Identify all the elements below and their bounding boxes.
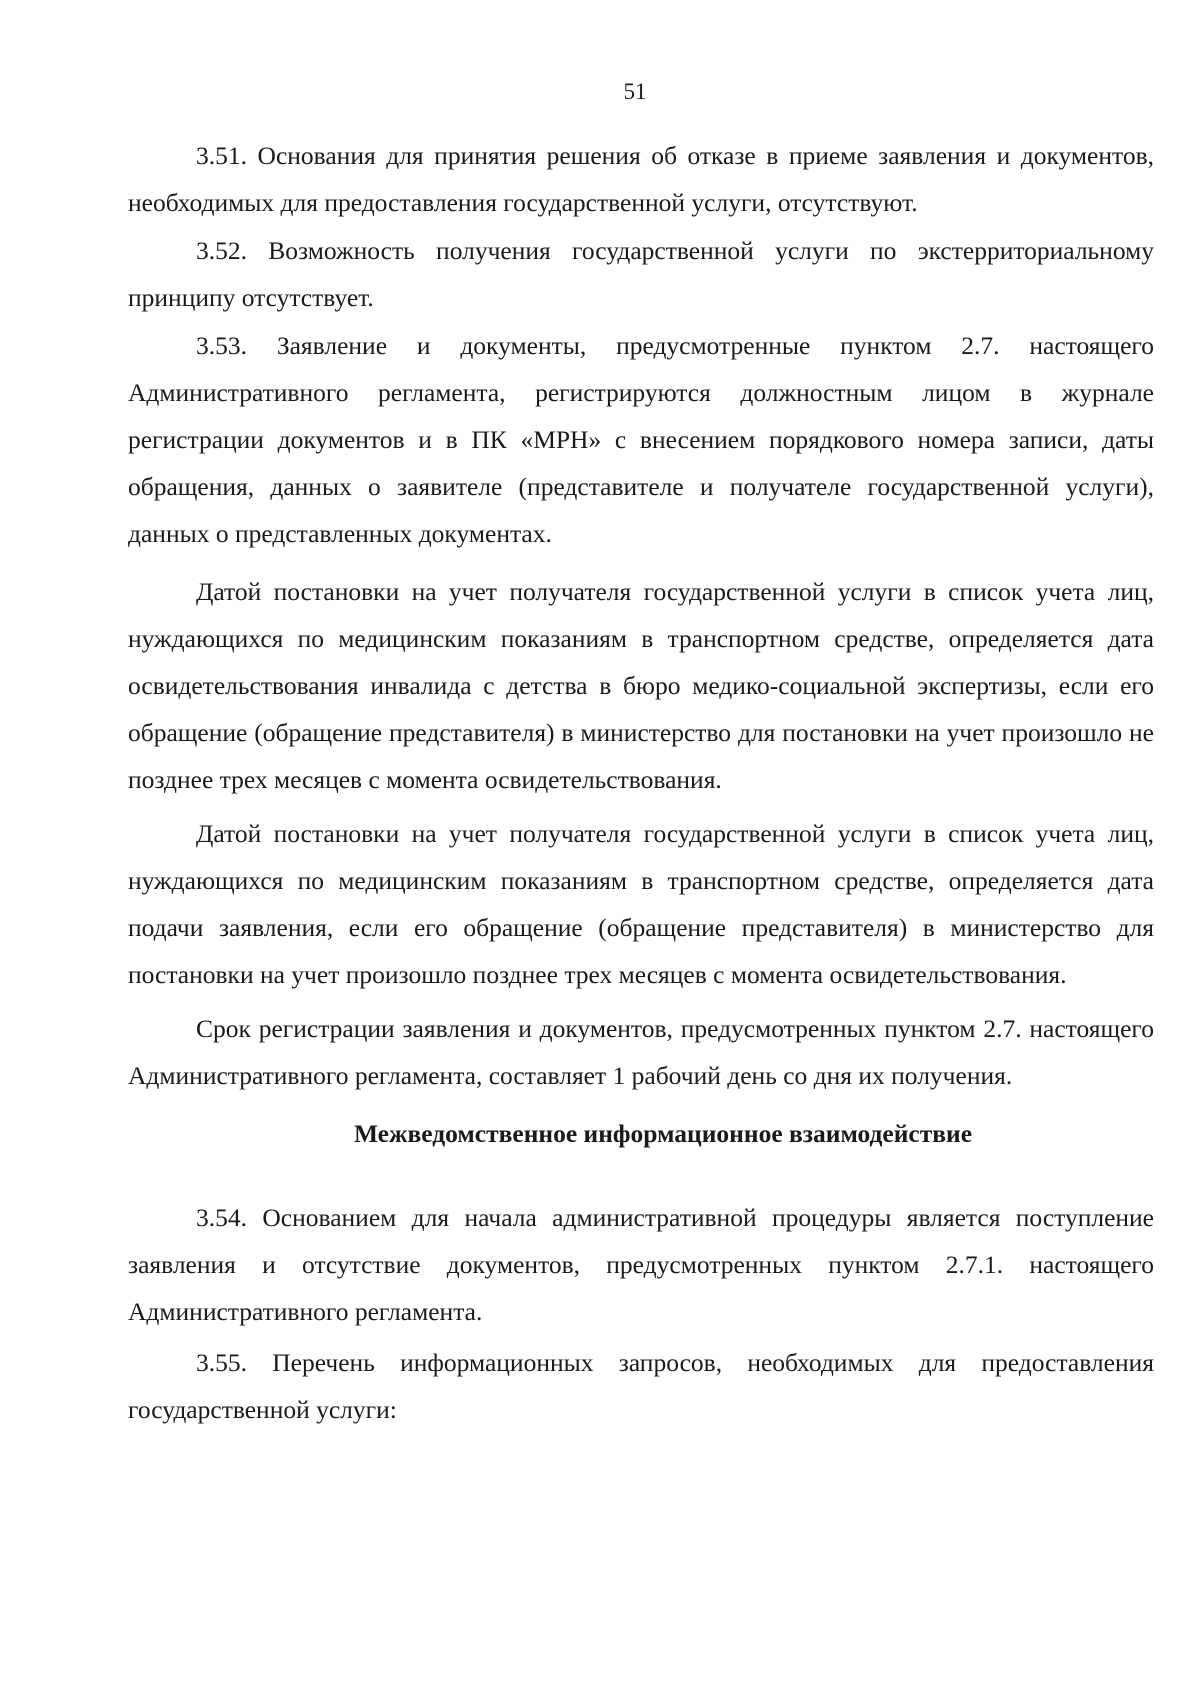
paragraph-3-55: 3.55. Перечень информационных запросов, необходимых для предоставления государственной услуги: [128,1348,1154,1424]
section-heading: Межведомственное информационное взаимодействие [353,1119,973,1148]
page-number: 51 [623,79,647,104]
paragraph-3-52: 3.52. Возможность получения государственной услуги по экстерриториальному принципу отсутствует. [128,236,1154,312]
paragraph-registration-date-1: Датой постановки на учет получателя государственной услуги в список учета лиц, нуждающихся по медицинским показаниям в транспортном средстве, определяется дата освидетельствования инвалида с детства в бюро медико-социальной экспертизы, если его обращение (обращение представителя) в министерство для постановки на учет произошло не позднее трех месяцев с момента освидетельствования. [128,577,1154,794]
paragraph-3-53: 3.53. Заявление и документы, предусмотренные пунктом 2.7. настоящего Административного регламента, регистрируются должностным лицом в журнале регистрации документов и в ПК «МРН» с внесением порядкового номера записи, даты обращения, данных о заявителе (представителе и получателе государственной услуги), данных о представленных документах. [128,331,1154,548]
paragraph-3-54: 3.54. Основанием для начала административной процедуры является поступление заявления и отсутствие документов, предусмотренных пунктом 2.7.1. настоящего Административного регламента. [128,1203,1154,1326]
document-body [128,132,1154,1433]
paragraph-registration-date-2: Датой постановки на учет получателя государственной услуги в список учета лиц, нуждающихся по медицинским показаниям в транспортном средстве, определяется дата подачи заявления, если его обращение (обращение представителя) в министерство для постановки на учет произошло позднее трех месяцев с момента освидетельствования. [128,819,1154,989]
paragraph-registration-term: Срок регистрации заявления и документов, предусмотренных пунктом 2.7. настоящего Административного регламента, составляет 1 рабочий день со дня их получения. [128,1014,1154,1090]
paragraph-3-51: 3.51. Основания для принятия решения об отказе в приеме заявления и документов, необходимых для предоставления государственной услуги, отсутствуют. [128,141,1154,217]
